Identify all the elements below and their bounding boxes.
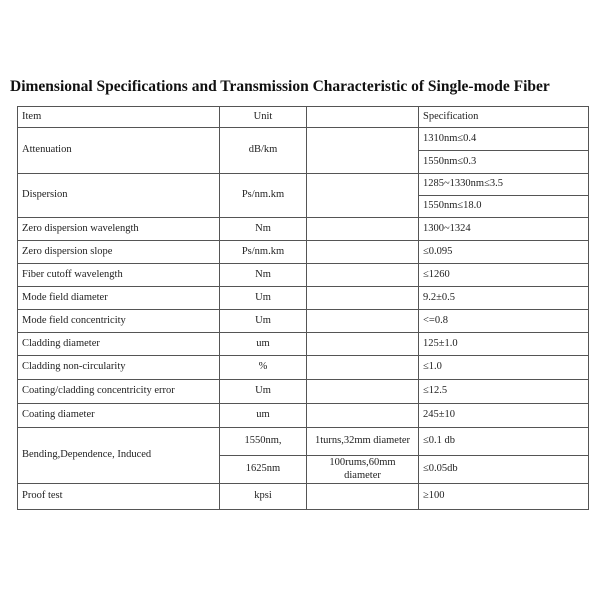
- row-item: Cladding diameter: [18, 333, 220, 356]
- row-extra: [307, 287, 419, 310]
- proof-extra: [307, 484, 419, 510]
- table-row-bending-1: [18, 428, 589, 456]
- row-unit: Um: [220, 287, 307, 310]
- table-row: [18, 356, 589, 380]
- dispersion-spec-1550: 1550nm≤18.0: [419, 196, 589, 218]
- attenuation-spec-1550: 1550nm≤0.3: [419, 151, 589, 174]
- header-extra: [307, 107, 419, 128]
- row-unit: um: [220, 404, 307, 428]
- table-row: [18, 287, 589, 310]
- row-extra: [307, 241, 419, 264]
- row-item: Coating diameter: [18, 404, 220, 428]
- proof-item: Proof test: [18, 484, 220, 510]
- spec-table: [17, 106, 589, 510]
- attenuation-extra: [307, 128, 419, 174]
- dispersion-extra: [307, 174, 419, 218]
- table-row: [18, 380, 589, 404]
- bending-spec-2: ≤0.05db: [419, 456, 589, 484]
- row-extra: [307, 380, 419, 404]
- bending-unit-1550: 1550nm,: [220, 428, 307, 456]
- row-spec: ≤1.0: [419, 356, 589, 380]
- row-spec: 125±1.0: [419, 333, 589, 356]
- row-spec: <=0.8: [419, 310, 589, 333]
- row-unit: um: [220, 333, 307, 356]
- row-extra: [307, 264, 419, 287]
- bending-spec-1: ≤0.1 db: [419, 428, 589, 456]
- header-unit: Unit: [220, 107, 307, 128]
- row-extra: [307, 333, 419, 356]
- table-row: [18, 404, 589, 428]
- row-extra: [307, 310, 419, 333]
- row-spec: ≤12.5: [419, 380, 589, 404]
- row-item: Mode field concentricity: [18, 310, 220, 333]
- row-unit: Nm: [220, 264, 307, 287]
- row-item: Coating/cladding concentricity error: [18, 380, 220, 404]
- dispersion-item: Dispersion: [18, 174, 220, 218]
- table-row-dispersion-1: [18, 174, 589, 196]
- proof-spec: ≥100: [419, 484, 589, 510]
- header-item: Item: [18, 107, 220, 128]
- table-row: [18, 241, 589, 264]
- row-unit: Um: [220, 310, 307, 333]
- row-item: Zero dispersion slope: [18, 241, 220, 264]
- row-unit: Um: [220, 380, 307, 404]
- proof-unit: kpsi: [220, 484, 307, 510]
- document-title: Dimensional Specifications and Transmission Characteristic of Single-mode Fiber: [10, 78, 550, 95]
- bending-item: Bending,Dependence, Induced: [18, 428, 220, 484]
- dispersion-spec-1285: 1285~1330nm≤3.5: [419, 174, 589, 196]
- row-item: Fiber cutoff wavelength: [18, 264, 220, 287]
- row-extra: [307, 356, 419, 380]
- table-header-row: [18, 107, 589, 128]
- row-unit: Nm: [220, 218, 307, 241]
- attenuation-unit: dB/km: [220, 128, 307, 174]
- attenuation-item: Attenuation: [18, 128, 220, 174]
- row-item: Mode field diameter: [18, 287, 220, 310]
- table-row: [18, 333, 589, 356]
- header-specification: Specification: [419, 107, 589, 128]
- row-spec: 245±10: [419, 404, 589, 428]
- table-row: [18, 264, 589, 287]
- bending-condition-2: 100rums,60mm diameter: [307, 456, 419, 484]
- row-extra: [307, 404, 419, 428]
- row-spec: 1300~1324: [419, 218, 589, 241]
- row-spec: 9.2±0.5: [419, 287, 589, 310]
- row-item: Cladding non-circularity: [18, 356, 220, 380]
- table-row: [18, 310, 589, 333]
- row-spec: ≤1260: [419, 264, 589, 287]
- dispersion-unit: Ps/nm.km: [220, 174, 307, 218]
- row-spec: ≤0.095: [419, 241, 589, 264]
- row-extra: [307, 218, 419, 241]
- table-row: [18, 218, 589, 241]
- row-unit: %: [220, 356, 307, 380]
- table-row-attenuation-1: [18, 128, 589, 151]
- bending-condition-1: 1turns,32mm diameter: [307, 428, 419, 456]
- attenuation-spec-1310: 1310nm≤0.4: [419, 128, 589, 151]
- row-item: Zero dispersion wavelength: [18, 218, 220, 241]
- row-unit: Ps/nm.km: [220, 241, 307, 264]
- bending-unit-1625: 1625nm: [220, 456, 307, 484]
- table-row-proof: [18, 484, 589, 510]
